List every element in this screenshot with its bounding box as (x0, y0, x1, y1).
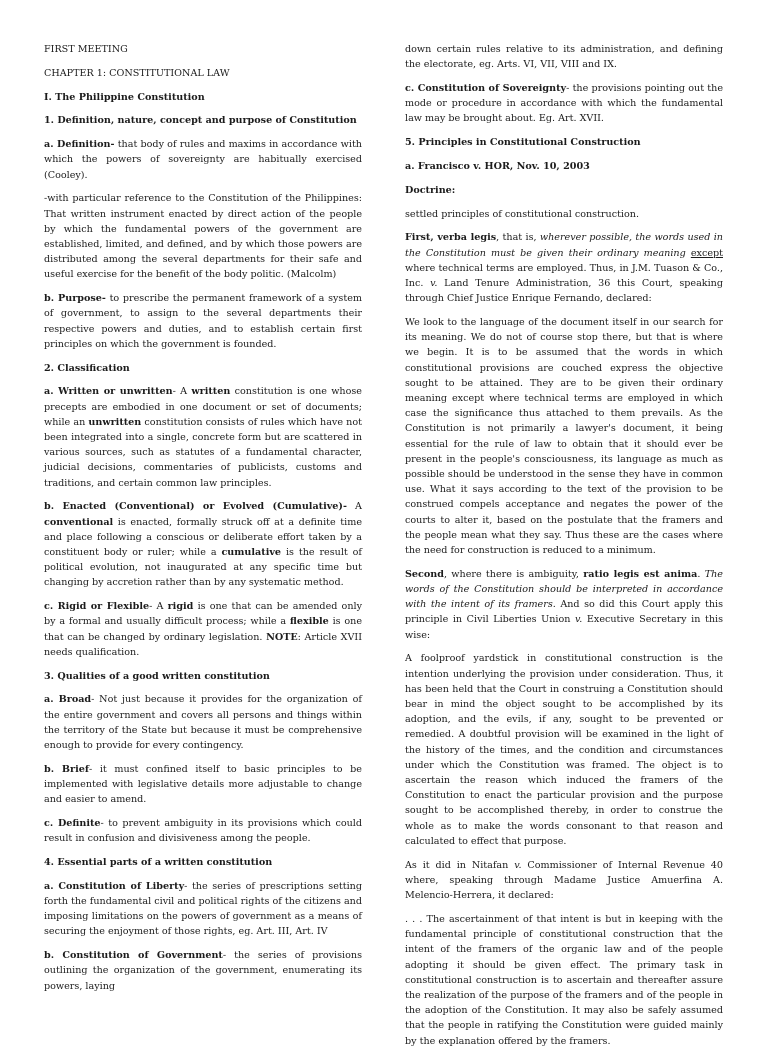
rigid-term: rigid (167, 601, 194, 613)
versus-italic-2: v. (575, 614, 583, 626)
liberty-text: - the series of prescriptions setting forth the fundamental civil and political rights of the citizens and imposing limitations on the powers of government as a means of securing the enjoyment of those rights, eg. Art. III, Art. IV (44, 880, 362, 938)
second-term: Second (405, 568, 444, 580)
ratio-legis-text-1: , where there is ambiguity, (443, 568, 584, 580)
continuation-paragraph: down certain rules relative to its administration, and defining the electorate, eg. Arts. VI, VII, VIII and IX. (405, 44, 723, 71)
written-paragraph (44, 384, 362, 490)
section-1-heading: 1. Definition, nature, concept and purpose of Constitution (44, 115, 357, 127)
rigid-text-2: is one that can be amended only by a formal and usually difficult process; while a (44, 601, 363, 628)
broad-paragraph (44, 692, 362, 753)
flexible-term: flexible (289, 616, 329, 628)
rigid-text-3: is one that can be changed by ordinary legislation. (44, 616, 362, 643)
definition-label: a. Definition- (44, 139, 115, 151)
nitafan-paragraph (405, 858, 723, 904)
liberty-label: a. Constitution of Liberty (44, 880, 185, 892)
enacted-text-3: is the result of political evolution, not inaugurated at any specific time but changing by accretion rather than by any systematic method. (44, 547, 362, 589)
written-text-3: constitution consists of rules which have not been integrated into a single, concrete form but are scattered in various sources, such as statutes of a fundamental character, judicial decisions, commentaries of publicists, customs and traditions, and certain common law principles. (44, 416, 362, 489)
written-text-1: - A (172, 386, 192, 398)
verba-legis-paragraph (405, 230, 723, 306)
doctrine-heading: Doctrine: (405, 184, 456, 196)
versus-italic-3: v. (514, 859, 522, 871)
definition-extension-paragraph: -with particular reference to the Constitution of the Philippines: That written instrument enacted by direct action of the people by which the fundamental powers of the government are established, limited, and defined, and by which those powers are distributed among the several departments for their safe and useful exercise for the benefit of the body politic. (Malcolm) (44, 193, 362, 281)
ratio-legis-text-2: . (697, 568, 705, 580)
unwritten-term: unwritten (88, 416, 142, 428)
settled-principles-text: settled principles of constitutional construction. (405, 208, 639, 220)
ratio-legis-text-4: Executive Secretary in this wise: (405, 614, 724, 641)
definite-text: - to prevent ambiguity in its provisions which could result in confusion and divisiveness among the people. (44, 818, 363, 845)
brief-text: - it must confined itself to basic principles to be implemented with legislative details more adjustable to change and easier to amend. (44, 763, 362, 806)
purpose-text: to prescribe the permanent framework of a system of government, to assign to the several departments their respective powers and duties, and to establish certain first principles on which the government is founded. (44, 293, 362, 350)
sovereignty-label: c. Constitution of Sovereignty (405, 83, 567, 94)
left-column (44, 42, 362, 1002)
nitafan-text-1: As it did in Nitafan (405, 859, 515, 871)
definite-label: c. Definite (44, 818, 101, 830)
verba-legis-text-3: Land Tenure Administration, 36 this Court, speaking through Chief Justice Enrique Fernando, declared: (405, 278, 723, 305)
case-a-heading: a. Francisco v. HOR, Nov. 10, 2003 (405, 161, 590, 172)
definite-paragraph (44, 816, 362, 846)
verba-legis-italic: wherever possible, the words used in the Constitution must be given their ordinary meaning (405, 232, 723, 259)
purpose-label: b. Purpose- (44, 293, 106, 305)
except-underlined: except (690, 247, 723, 259)
verba-legis-term: First, verba legis (405, 232, 497, 244)
rigid-label: c. Rigid or Flexible (44, 601, 150, 613)
sovereignty-text: - the provisions pointing out the mode or procedure in accordance with which the fundamental law may be brought about. Eg. Art. XVII. (405, 83, 723, 125)
conventional-term: conventional (44, 516, 114, 528)
meeting-heading: FIRST MEETING (44, 44, 128, 55)
sovereignty-paragraph (405, 81, 723, 127)
definition-text: that body of rules and maxims in accordance with which the powers of sovereignty are habitually exercised (Cooley). (44, 139, 362, 181)
broad-text: - Not just because it provides for the organization of the entire government and covers all persons and things within the territory of the State but because it must be comprehensive enough to provide for every contingency. (44, 694, 362, 752)
government-paragraph (44, 948, 362, 994)
ratio-legis-text-3: . And so did this Court apply this principle in Civil Liberties Union (405, 599, 723, 626)
rigid-text-1: - A (149, 601, 168, 613)
cumulative-term: cumulative (221, 547, 282, 559)
chapter-heading: CHAPTER 1: CONSTITUTIONAL LAW (44, 67, 230, 79)
section-3-heading: 3. Qualities of a good written constitution (44, 670, 270, 682)
written-term: written (191, 386, 231, 398)
section-4-heading: 4. Essential parts of a written constitution (44, 857, 273, 869)
broad-label: a. Broad (44, 694, 92, 706)
note-label: NOTE (266, 631, 298, 643)
tuason-quote: We look to the language of the document itself in our search for its meaning. We do not of course stop there, but that is where we begin. It is to be assumed that the words in which constitutional provisions are couched express the objective sought to be attained. They are to be given their ordinary meaning except where technical terms are employed in which case the significance thus attached to them prevails. As the Constitution is not primarily a lawyer's document, it being essential for the rule of law to obtain that it should ever be present in the people's consciousness, its language as much as possible should be understood in the sense they have in common use. What it says according to the text of the provision to be construed compels acceptance and negates the power of the courts to alter it, based on the postulate that the framers and the people mean what they say. Thus these are the cases where the need for construction is reduced to a minimum. (405, 317, 723, 557)
written-text-2: constitution is one whose precepts are embodied in one document or set of documents; while an (44, 386, 362, 428)
enacted-text-1: A (346, 501, 362, 513)
ratio-legis-paragraph (405, 567, 723, 643)
verba-legis-text-1: , that is, (496, 232, 540, 244)
written-label: a. Written or unwritten (44, 386, 173, 398)
brief-label: b. Brief (44, 763, 89, 775)
verba-legis-text-2: where technical terms are employed. Thus, in J.M. Tuason & Co., Inc. (405, 262, 723, 289)
versus-italic: v. (430, 278, 438, 289)
section-i-heading: I. The Philippine Constitution (44, 91, 205, 103)
ratio-legis-term: ratio legis est anima (583, 568, 698, 580)
liberty-paragraph (44, 879, 362, 940)
nitafan-text-2: Commissioner of Internal Revenue 40 where, speaking through Madame Justice Amuerfina A. Melencio-Herrera, it declared: (405, 859, 723, 902)
civil-liberties-quote: A foolproof yardstick in constitutional construction is the intention underlying the provision under consideration. Thus, it has been held that the Court in construing a Constitution should bear in mind the object sought to be accomplished by its adoption, and the evils, if any, sought to be prevented or remedied. A doubtful provision will be examined in the light of the history of the times, and the condition and circumstances under which the Constitution was framed. The object is to ascertain the reason which induced the framers of the Constitution to enact the particular provision and the purpose sought to be accomplished thereby, in order to construe the whole as to make the words consonant to that reason and calculated to effect that purpose. (405, 653, 723, 847)
brief-paragraph (44, 762, 362, 808)
section-2-heading: 2. Classification (44, 362, 130, 374)
purpose-paragraph (44, 291, 362, 352)
right-column (405, 42, 723, 1057)
definition-paragraph (44, 137, 362, 183)
section-5-heading: 5. Principles in Constitutional Construction (405, 137, 641, 149)
government-text: - the series of provisions outlining the organization of the government, enumerating its powers, laying (44, 950, 362, 992)
ratio-legis-italic: The words of the Constitution should be interpreted in accordance with the intent of its framers (405, 568, 723, 611)
government-label: b. Constitution of Government (44, 950, 223, 962)
enacted-label: b. Enacted (Conventional) or Evolved (Cumulative)- (44, 501, 347, 513)
rigid-text-4: : Article XVII needs qualification. (44, 631, 362, 658)
nitafan-quote: . . . The ascertainment of that intent is but in keeping with the fundamental principle of constitutional construction that the intent of the framers of the organic law and of the people adopting it should be given effect. The primary task in constitutional construction is to ascertain and thereafter assure the realization of the purpose of the framers and of the people in the adoption of the Constitution. It may also be safely assumed that the people in ratifying the Constitution were guided mainly by the explanation offered by the framers. (405, 913, 723, 1047)
rigid-paragraph (44, 599, 362, 660)
enacted-text-2: is enacted, formally struck off at a definite time and place following a conscious or deliberate effort taken by a constituent body or ruler; while a (44, 516, 362, 559)
enacted-paragraph (44, 499, 362, 590)
